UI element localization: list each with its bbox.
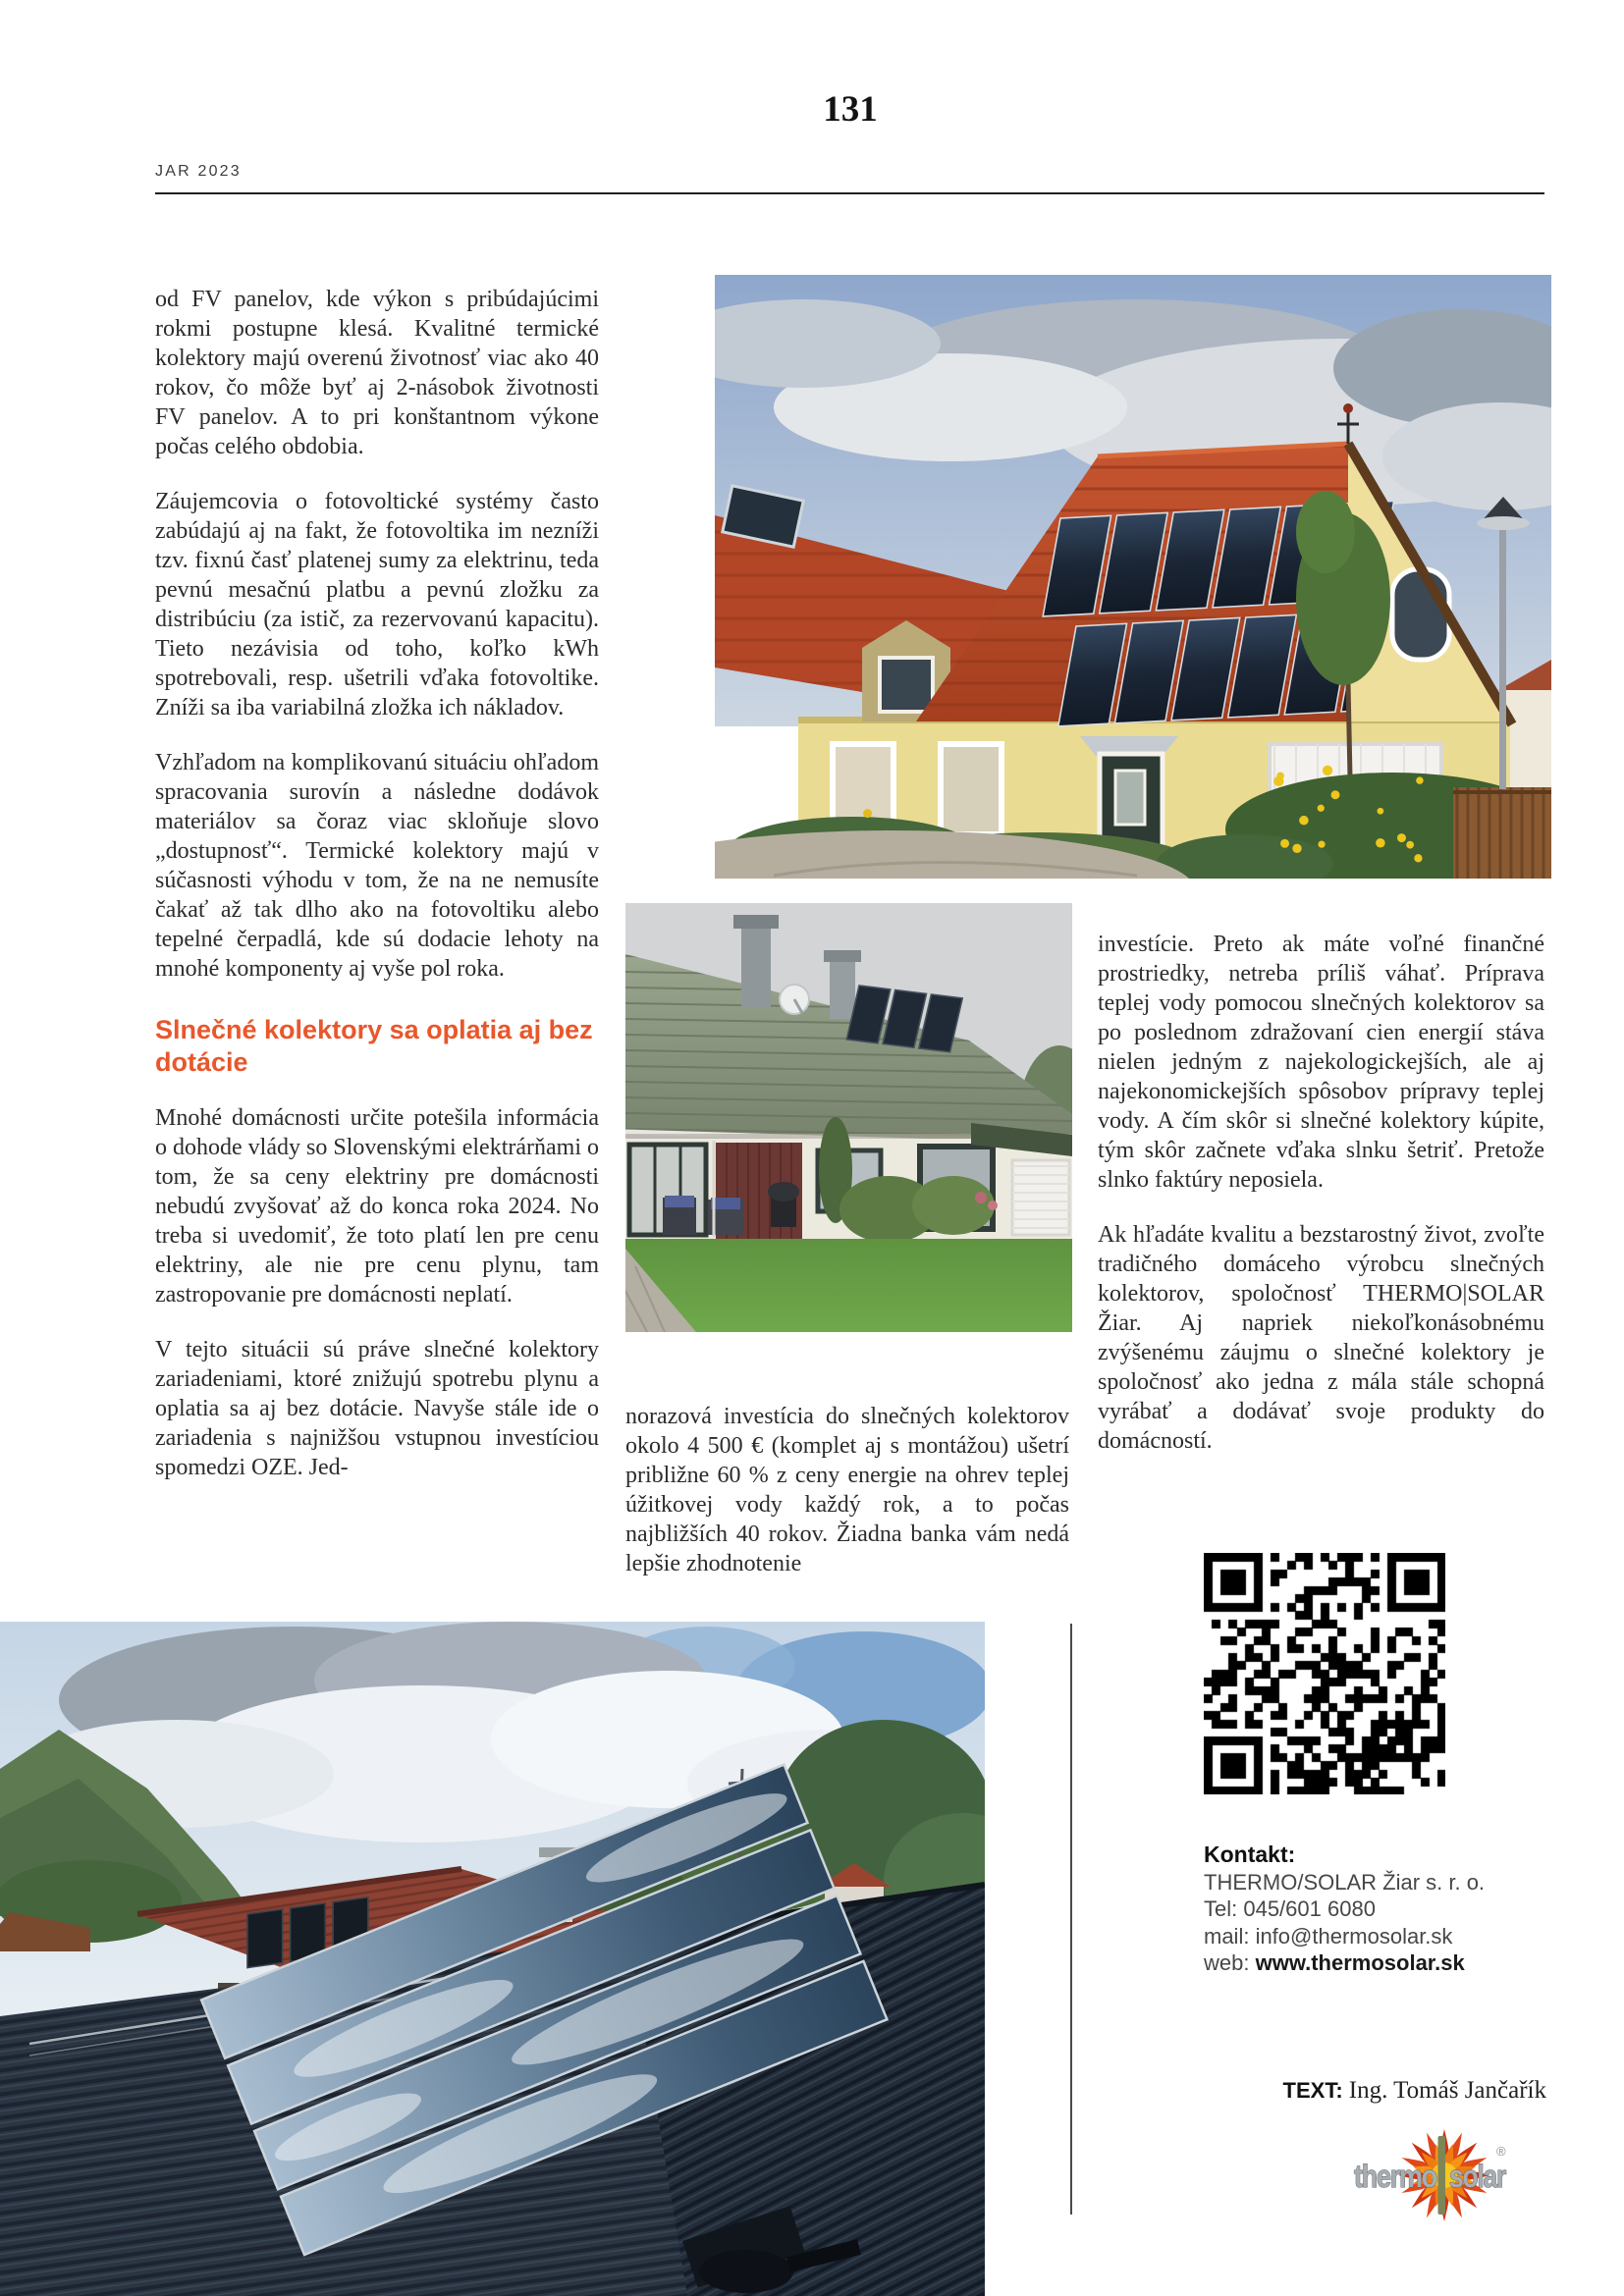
contact-company: THERMO/SOLAR Žiar s. r. o. [1204,1869,1486,1895]
lawn [625,1239,1072,1332]
chair-cushion [665,1196,694,1207]
weathercock [1343,403,1353,413]
logo-word-solar: solar [1449,2159,1506,2194]
contact-web [1204,1949,1557,1977]
paragraph: investície. Preto ak máte voľné finančné prostriedky, netreba príliš váhať. Príprava teplej vody pomocou slnečných kolektorov sa po poslednom zdražovaní cien energií stáva nielen jedným z najekologickejších, ale aj najekonomickejších spôsobov prípravy teplej vody. A čím skôr si slnečné kolektory kúpite, tým skôr začnete vďaka slnku šetriť. Pretože slnko faktúry neposiela. [1098,932,1544,1193]
flowers [988,1201,998,1210]
page-number: 131 [823,89,878,130]
photo-roof-collectors [0,1622,985,2296]
left-column [155,285,599,1508]
paragraph: Ak hľadáte kvalitu a bezstarostný život, zvoľte tradičného domáceho výrobcu slnečných kolektorov, spoločnosť THERMO|SOLAR Žiar. Aj napriek niekoľkonásobnému zvýšenému záujmu o slnečné kolektory je spoločnosť ako jedna z mála stále schopná vyrábať a dodávať svoje produkty do domácností. [1098,1222,1544,1454]
lamp-disc [1477,516,1530,530]
section-heading: Slnečné kolektory sa oplatia aj bez dotácie [155,1015,593,1077]
middle-column [625,1402,1069,1604]
chimney-cap [824,950,861,962]
paragraph: Vzhľadom na komplikovanú situáciu ohľadom spracovania surovín a následne dodávok materiálov sa čoraz viac skloňuje slovo „dostupnosť“. Termické kolektory majú v súčasnosti výhodu v tom, že na ne nemusíte čakať až tak dlho ako na fotovoltiku alebo tepelné čerpadlá, kde sú dodacie lehoty na mnohé komponenty aj vyše pol roka. [155,750,599,982]
email-value: info@thermosolar.sk [1255,1923,1453,1949]
credit-author: Ing. Tomáš Jančařík [1348,2077,1546,2104]
photo-house-red-roof [715,275,1551,879]
paragraph: Mnohé domácnosti určite potešila informácia o dohode vlády so Slovenskými elektrárňami o tom, že sa ceny elektriny pre domácnosti nebudú zvyšovať až do konca roka 2024. No treba si uvedomiť, že toto platí len pre cenu elektriny, ale nie pre cenu plynu, tam zastropovanie pre domácnosti neplatí. [155,1105,599,1308]
logo-divider-bar [1438,2136,1446,2215]
issue-label: JAR 2023 [155,163,242,180]
credit-label: TEXT: [1282,2078,1349,2103]
vertical-divider [1070,1624,1072,2215]
qr-code [1204,1553,1445,1794]
header-rule [155,192,1544,194]
contact-block [1204,1842,1557,1977]
contact-email [1204,1923,1557,1950]
right-column [1098,930,1544,1481]
paragraph: od FV panelov, kde výkon s pribúdajúcimi rokmi postupne klesá. Kvalitné termické kolektory majú overenú životnosť viac ako 40 rokov, čo môže byť aj 2-násobok životnosti FV panelov. A to pri konštantnom výkone počas celého obdobia. [155,287,599,459]
chimney [741,925,771,1008]
paragraph: norazová investícia do slnečných kolektorov okolo 4 500 € (komplet aj s montážou) ušetrí približne 60 % z ceny energie na ohrev teplej úžitkovej vody každý rok, a to počas najbližších 40 rokov. Žiadna banka vám nedá lepšie zhodnotenie [625,1404,1069,1576]
dormer-window [880,658,933,712]
grill-dome [768,1182,799,1201]
thermosolar-logo [1352,2126,1511,2224]
web-value: www.thermosolar.sk [1255,1950,1465,1975]
paragraph: V tejto situácii sú práve slnečné kolektory zariadeniami, ktoré znižujú spotrebu plynu a oplatia sa aj bez dotácie. Navyše stále ide o zariadenia s najnižšou vstupnou investíciou spomedzi OZE. Jed- [155,1337,599,1480]
email-label: mail: [1204,1923,1256,1949]
paragraph: Záujemcovia o fotovoltické systémy často zabúdajú aj na fakt, že fotovoltika im nezníži tzv. fixnú časť platenej sumy za elektrinu, teda pevnú mesačnú platbu a pevnú zložku za distribúciu (za istič, za rezervovanú kapacitu). Tieto nezávisia od toho, koľko kWh spotrebovali, resp. ušetrili vďaka fotovoltike. Zníži sa iba variabilná zložka ich nákladov. [155,489,599,721]
logo-word-thermo: thermo [1354,2159,1437,2194]
lamp-pole [1499,524,1506,789]
neighbour-house [1506,687,1551,790]
text-credit [982,2077,1546,2105]
web-label: web: [1204,1950,1256,1975]
window [941,744,1001,834]
solar-panel-row [846,986,962,1052]
roof-equipment [699,2250,793,2293]
registered-mark: ® [1496,2144,1506,2159]
photo-house-green-roof [625,903,1072,1332]
door-glass [1115,771,1145,825]
tree-foliage [1296,491,1355,573]
gable-window [1392,569,1449,660]
fence-slats [1453,787,1551,879]
chimney [830,958,855,1019]
flowers [975,1192,987,1203]
garage-door-lines [1012,1160,1069,1235]
contact-phone: Tel: 045/601 6080 [1204,1896,1376,1921]
chimney-cap [733,915,779,929]
contact-heading: Kontakt: [1204,1842,1296,1867]
bush [912,1176,995,1235]
